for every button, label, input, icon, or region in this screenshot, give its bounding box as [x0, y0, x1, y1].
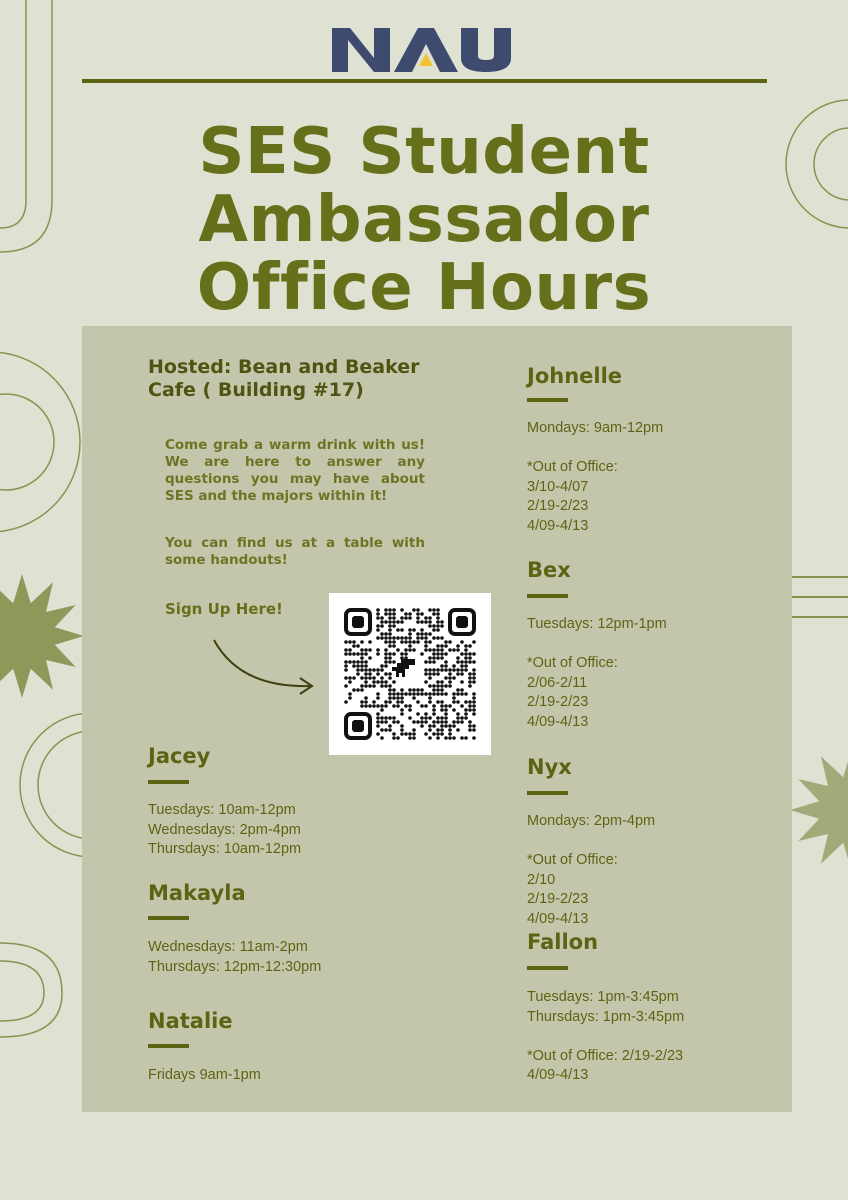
name-underline: [527, 594, 568, 598]
ambassador-name-bex: Bex: [527, 558, 571, 582]
out-of-office-label: *Out of Office: 2/19-2/23: [527, 1047, 684, 1064]
left-lower-arc-decoration: [0, 705, 90, 875]
signup-label: Sign Up Here!: [165, 600, 283, 618]
ooo-date: 2/19-2/23: [527, 891, 589, 907]
right-stripes-decoration: [792, 572, 848, 642]
ambassador-name-johnelle: Johnelle: [527, 364, 623, 388]
hours-line: Thursdays: 1pm-3:45pm: [527, 1008, 685, 1025]
ooo-date: 4/09-4/13: [527, 1067, 589, 1083]
ooo-date: 4/09-4/13: [527, 517, 589, 534]
hours-line: Tuesdays: 12pm-1pm: [527, 616, 667, 632]
out-of-office-label: *Out of Office:: [527, 655, 618, 671]
left-starburst-decoration: [0, 568, 90, 708]
hours-line: Thursdays: 12pm-12:30pm: [148, 958, 322, 975]
hours-line: Wednesdays: 2pm-4pm: [148, 821, 301, 838]
schedule-bex: [527, 615, 667, 732]
title-line-3: Office Hours: [196, 251, 652, 325]
title-line-1: SES Student: [198, 115, 650, 189]
ambassador-name-nyx: Nyx: [527, 755, 572, 779]
ooo-date: 4/09-4/13: [527, 910, 589, 927]
schedule-fallon: [527, 988, 684, 1086]
ambassador-name-fallon: Fallon: [527, 930, 599, 954]
schedule-johnelle: [527, 419, 663, 536]
ambassador-name-jacey: Jacey: [148, 744, 211, 768]
signup-qr-code[interactable]: [329, 593, 491, 755]
venue-heading: Hosted: Bean and Beaker Cafe ( Building #17): [148, 356, 420, 401]
arrow-icon: [210, 636, 320, 696]
name-underline: [148, 780, 189, 784]
schedule-nyx: [527, 812, 655, 929]
hours-line: Mondays: 2pm-4pm: [527, 813, 656, 829]
name-underline: [527, 791, 568, 795]
name-underline: [527, 398, 568, 402]
schedule-jacey: [148, 801, 301, 860]
ooo-date: 2/06-2/11: [527, 674, 588, 691]
ooo-date: 3/10-4/07: [527, 478, 589, 495]
schedule-makayla: [148, 938, 321, 977]
left-circle-decoration: [0, 350, 90, 550]
ooo-date: 2/10: [527, 871, 556, 888]
name-underline: [148, 1044, 189, 1048]
ooo-date: 2/19-2/23: [527, 498, 589, 514]
description-paragraph-2: You can find us at a table with some handouts!: [165, 535, 425, 568]
hours-line: Fridays 9am-1pm: [148, 1067, 261, 1083]
right-starburst-decoration: [792, 735, 848, 895]
hours-line: Tuesdays: 1pm-3:45pm: [527, 989, 679, 1005]
ambassador-name-natalie: Natalie: [148, 1009, 233, 1033]
out-of-office-label: *Out of Office:: [527, 852, 618, 868]
nau-logo: [330, 24, 516, 76]
bottom-left-arch-decoration: [0, 935, 80, 1045]
out-of-office-label: *Out of Office:: [527, 459, 618, 475]
name-underline: [148, 916, 189, 920]
page-title: [60, 115, 788, 325]
title-line-2: Ambassador: [198, 183, 650, 257]
ooo-date: 4/09-4/13: [527, 713, 589, 730]
name-underline: [527, 966, 568, 970]
schedule-natalie: [148, 1066, 261, 1086]
top-left-arch-decoration: [0, 0, 60, 260]
hours-line: Tuesdays: 10am-12pm: [148, 802, 296, 818]
description-paragraph: Come grab a warm drink with us! We are here to answer any questions you may have about SES and the majors within it!: [165, 437, 425, 504]
hours-line: Mondays: 9am-12pm: [527, 420, 664, 436]
hours-line: Wednesdays: 11am-2pm: [148, 939, 308, 955]
ooo-date: 2/19-2/23: [527, 694, 589, 710]
header-divider: [82, 79, 767, 83]
ambassador-name-makayla: Makayla: [148, 881, 246, 905]
hours-line: Thursdays: 10am-12pm: [148, 841, 302, 857]
